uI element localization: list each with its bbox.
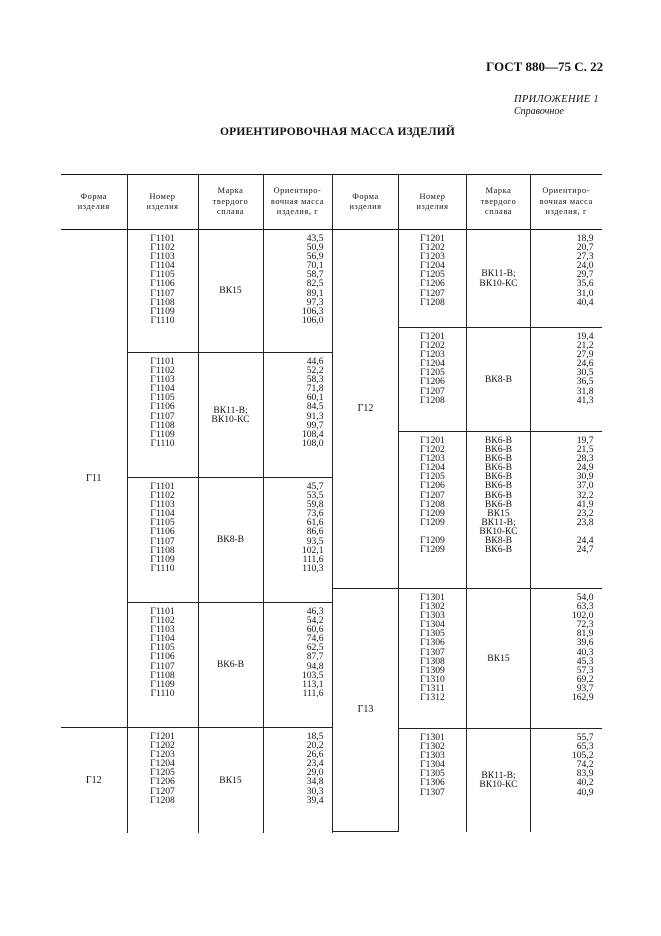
col-header-number: Номер изделия xyxy=(127,175,198,230)
product-masses xyxy=(531,729,602,832)
alloy-grade xyxy=(198,478,263,603)
product-masses-text: 19,7 21,5 28,3 24,9 30,9 37,0 32,2 41,9 23,2 23,8 24,4 24,7 xyxy=(576,435,594,556)
product-numbers-text: Г1201 Г1202 Г1203 Г1204 Г1205 Г1206 Г1207 Г1208 Г1209 Г1209 Г1209 Г1209 xyxy=(420,435,445,556)
alloy-grade-text: ВК15 xyxy=(487,652,510,664)
product-form-text: Г13 xyxy=(357,704,374,716)
product-numbers xyxy=(399,230,467,328)
product-masses xyxy=(263,603,332,728)
product-numbers xyxy=(399,589,467,729)
product-numbers-text: Г1101 Г1102 Г1103 Г1104 Г1105 Г1106 Г1107 Г1108 Г1109 Г1110 xyxy=(150,356,175,449)
col-header-grade: Марка твердого сплава xyxy=(198,175,263,230)
alloy-grade xyxy=(467,589,531,729)
product-form-text: Г12 xyxy=(85,774,102,786)
alloy-grade-text: ВК11-В; ВК10-КС xyxy=(479,268,518,289)
product-masses xyxy=(531,432,602,589)
product-form-text: Г11 xyxy=(86,472,102,484)
alloy-grade-text: ВК6-В ВК6-В ВК6-В ВК6-В ВК6-В ВК6-В ВК6-В ВК6-В ВК15 ВК11-В; ВК10-КС ВК8-В ВК6-В xyxy=(479,435,518,556)
product-numbers-text: Г1101 Г1102 Г1103 Г1104 Г1105 Г1106 Г1107 Г1108 Г1109 Г1110 xyxy=(150,606,175,699)
product-form-text: Г12 xyxy=(357,403,374,415)
product-masses xyxy=(263,478,332,603)
col-header-number: Номер изделия xyxy=(399,175,467,230)
alloy-grade xyxy=(467,729,531,832)
product-masses-text: 18,9 20,7 27,3 24,0 29,7 35,6 31,0 40,4 xyxy=(576,233,594,308)
product-masses xyxy=(531,589,602,729)
product-numbers xyxy=(127,728,198,833)
product-masses-text: 55,7 65,3 105,2 74,2 83,9 40,2 40,9 xyxy=(571,732,594,798)
product-masses-text: 46,3 54,2 60,6 74,6 62,5 87,7 94,8 103,5 113,1 111,6 xyxy=(301,606,324,699)
product-numbers-text: Г1301 Г1302 Г1303 Г1304 Г1305 Г1306 Г1307 xyxy=(420,732,445,798)
product-numbers xyxy=(399,432,467,589)
alloy-grade-text: ВК8-В xyxy=(216,534,245,546)
product-masses-text: 54,0 63,3 102,0 72,3 81,9 39,6 40,3 45,3 57,3 69,2 93,7 162,9 xyxy=(571,592,594,704)
appendix-label: ПРИЛОЖЕНИЕ 1 xyxy=(514,94,599,105)
product-numbers xyxy=(127,230,198,353)
alloy-grade xyxy=(467,432,531,589)
product-numbers xyxy=(399,729,467,832)
product-numbers xyxy=(127,478,198,603)
table-row xyxy=(333,589,602,729)
product-numbers-text: Г1101 Г1102 Г1103 Г1104 Г1105 Г1106 Г1107 Г1108 Г1109 Г1110 xyxy=(150,481,175,574)
reference-label: Справочное xyxy=(514,106,564,117)
product-form xyxy=(333,230,399,589)
table-title: ОРИЕНТИРОВОЧНАЯ МАССА ИЗДЕЛИЙ xyxy=(220,126,456,138)
document-id: ГОСТ 880—75 С. 22 xyxy=(486,59,604,74)
product-form xyxy=(61,728,127,833)
alloy-grade-text: ВК6-В xyxy=(216,659,245,671)
product-masses xyxy=(531,328,602,432)
product-numbers-text: Г1201 Г1202 Г1203 Г1204 Г1205 Г1206 Г1207 Г1208 xyxy=(420,331,445,406)
alloy-grade xyxy=(198,603,263,728)
product-numbers-text: Г1301 Г1302 Г1303 Г1304 Г1305 Г1306 Г1307 Г1308 Г1309 Г1310 Г1311 Г1312 xyxy=(420,592,445,704)
alloy-grade-text: ВК8-В xyxy=(484,373,513,385)
product-masses xyxy=(531,230,602,328)
product-masses-text: 43,5 50,9 56,9 70,1 58,7 82,5 89,1 97,3 106,3 106,0 xyxy=(301,233,324,326)
col-header-form: Форма изделия xyxy=(333,175,399,230)
table-row xyxy=(333,230,602,328)
product-numbers xyxy=(127,603,198,728)
col-header-grade: Марка твердого сплава xyxy=(467,175,531,230)
product-form xyxy=(61,230,127,728)
product-form xyxy=(333,589,399,832)
product-masses xyxy=(263,230,332,353)
alloy-grade-text: ВК11-В; ВК10-КС xyxy=(479,770,518,791)
product-masses-text: 45,7 53,5 59,8 73,6 61,6 86,6 93,5 102,1 111,6 110,3 xyxy=(301,481,324,574)
product-numbers-text: Г1201 Г1202 Г1203 Г1204 Г1205 Г1206 Г1207 Г1208 xyxy=(150,731,175,806)
alloy-grade xyxy=(467,328,531,432)
product-numbers xyxy=(399,328,467,432)
mass-table-left xyxy=(61,174,333,833)
product-masses xyxy=(263,728,332,833)
mass-table-right xyxy=(332,174,602,832)
col-header-mass: Ориентиро- вочная масса изделия, г xyxy=(263,175,332,230)
alloy-grade xyxy=(198,230,263,353)
alloy-grade xyxy=(467,230,531,328)
alloy-grade-text: ВК15 xyxy=(219,774,242,786)
alloy-grade-text: ВК11-В; ВК10-КС xyxy=(211,404,250,425)
alloy-grade xyxy=(198,728,263,833)
product-masses-text: 44,6 52,2 58,3 71,8 60,1 84,5 91,3 99,7 108,4 108,0 xyxy=(301,356,324,449)
table-row xyxy=(61,230,332,353)
table-row xyxy=(61,728,332,833)
alloy-grade xyxy=(198,353,263,478)
col-header-form: Форма изделия xyxy=(61,175,127,230)
product-numbers-text: Г1201 Г1202 Г1203 Г1204 Г1205 Г1206 Г1207 Г1208 xyxy=(420,233,445,308)
product-masses-text: 19,4 21,2 27,9 24,6 30,5 36,5 31,8 41,3 xyxy=(576,331,594,406)
alloy-grade-text: ВК15 xyxy=(219,285,242,297)
product-numbers-text: Г1101 Г1102 Г1103 Г1104 Г1105 Г1106 Г1107 Г1108 Г1109 Г1110 xyxy=(150,233,175,326)
product-masses xyxy=(263,353,332,478)
col-header-mass: Ориентиро- вочная масса изделия, г xyxy=(531,175,602,230)
product-masses-text: 18,5 20,2 26,6 23,4 29,0 34,8 30,3 39,4 xyxy=(306,731,324,806)
product-numbers xyxy=(127,353,198,478)
